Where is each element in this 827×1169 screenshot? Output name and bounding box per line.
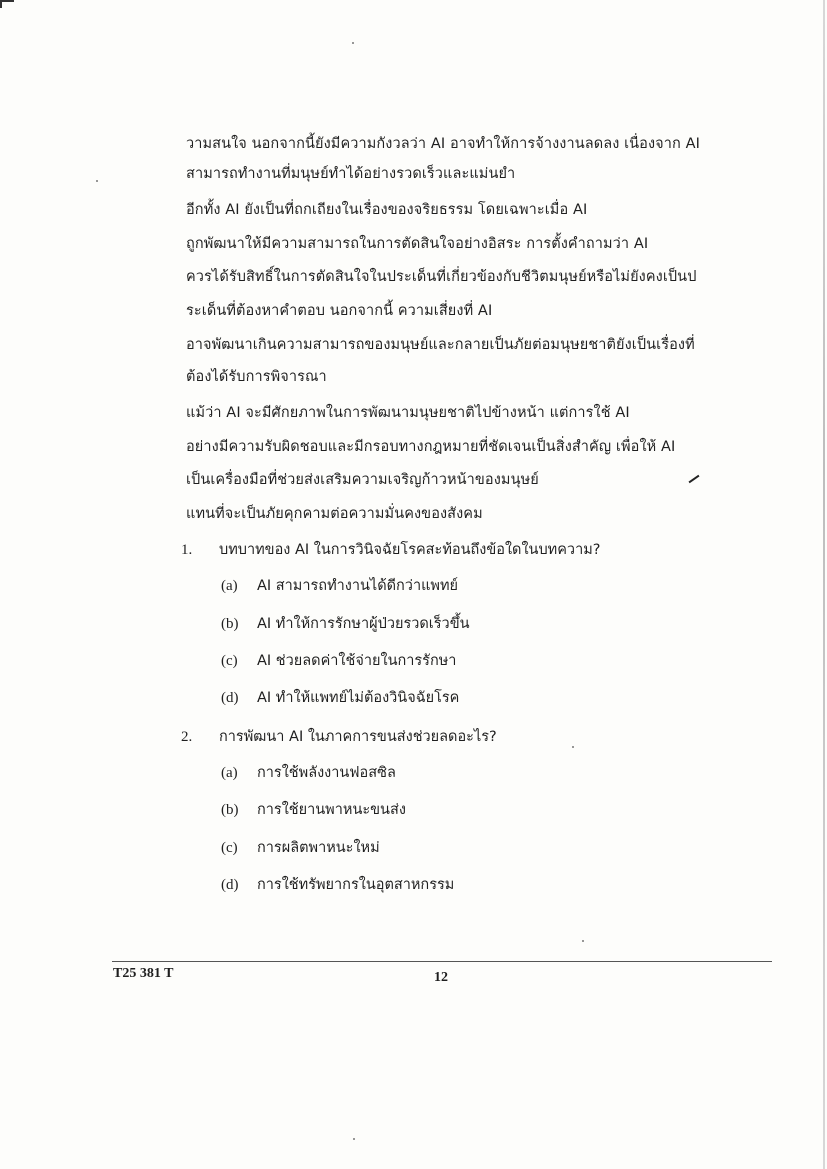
passage-line: สามารถทำงานที่มนุษย์ทำได้อย่างรวดเร็วและแม่นยำ <box>186 166 516 182</box>
option-letter: (c) <box>221 653 238 669</box>
question-number: 1. <box>181 542 193 558</box>
option-text: การผลิตพาหนะใหม่ <box>257 840 380 856</box>
option-text: AI สามารถทำงานได้ดีกว่าแพทย์ <box>257 578 459 594</box>
exam-code: T25 381 T <box>113 966 174 981</box>
scan-edge-shadow <box>823 0 825 1169</box>
option-text: AI ทำให้การรักษาผู้ป่วยรวดเร็วขึ้น <box>257 616 470 632</box>
option-letter: (a) <box>221 578 238 594</box>
passage-line: อย่างมีความรับผิดชอบและมีกรอบทางกฎหมายที่ชัดเจนเป็นสิ่งสำคัญ เพื่อให้ AI <box>186 439 676 455</box>
question-number: 2. <box>181 729 193 745</box>
option-letter: (a) <box>221 765 238 781</box>
option-letter: (d) <box>221 877 239 893</box>
scan-speck <box>572 746 574 748</box>
question-text: การพัฒนา AI ในภาคการขนส่งช่วยลดอะไร? <box>219 729 497 745</box>
option-text: การใช้ยานพาหนะขนส่ง <box>257 802 406 818</box>
option-letter: (d) <box>221 690 239 706</box>
answer-option[interactable] <box>221 615 470 633</box>
footer-divider <box>112 961 772 962</box>
passage-line: ระเด็นที่ต้องหาคำตอบ นอกจากนี้ ความเสี่ยงที่ AI <box>186 303 493 319</box>
answer-option[interactable] <box>221 689 459 707</box>
answer-option[interactable] <box>221 764 396 782</box>
scan-speck <box>353 1138 355 1140</box>
passage-line: แม้ว่า AI จะมีศักยภาพในการพัฒนามนุษยชาติไปข้างหน้า แต่การใช้ AI <box>186 405 630 421</box>
answer-option[interactable] <box>221 801 406 819</box>
passage-line: ต้องได้รับการพิจารณา <box>186 369 327 385</box>
option-text: AI ทำให้แพทย์ไม่ต้องวินิจฉัยโรค <box>257 690 460 706</box>
passage-line: วามสนใจ นอกจากนี้ยังมีความกังวลว่า AI อาจทำให้การจ้างงานลดลง เนื่องจาก AI <box>186 136 700 152</box>
scan-speck <box>352 42 354 44</box>
option-text: AI ช่วยลดค่าใช้จ่ายในการรักษา <box>257 653 457 669</box>
answer-option[interactable] <box>221 876 454 894</box>
scan-corner-mark <box>0 0 14 8</box>
answer-option[interactable] <box>221 652 456 670</box>
scan-speck <box>582 940 584 942</box>
pen-mark <box>689 475 700 484</box>
passage-line: เป็นเครื่องมือที่ช่วยส่งเสริมความเจริญก้าวหน้าของมนุษย์ <box>186 472 539 488</box>
answer-option[interactable] <box>221 577 458 595</box>
answer-option[interactable] <box>221 839 380 857</box>
passage-line: อีกทั้ง AI ยังเป็นที่ถกเถียงในเรื่องของจริยธรรม โดยเฉพาะเมื่อ AI <box>186 202 588 218</box>
passage-line: ควรได้รับสิทธิ์ในการตัดสินใจในประเด็นที่เกี่ยวข้องกับชีวิตมนุษย์หรือไม่ยังคงเป็นป <box>186 269 697 285</box>
page-number: 12 <box>434 970 448 985</box>
option-text: การใช้พลังงานฟอสซิล <box>257 765 396 781</box>
passage-line: แทนที่จะเป็นภัยคุกคามต่อความมั่นคงของสังคม <box>186 506 483 522</box>
question-text: บทบาทของ AI ในการวินิจฉัยโรคสะท้อนถึงข้อใดในบทความ? <box>219 542 601 558</box>
scan-speck <box>96 180 98 182</box>
passage-line: ถูกพัฒนาให้มีความสามารถในการตัดสินใจอย่างอิสระ การตั้งคำถามว่า AI <box>186 236 649 252</box>
option-letter: (b) <box>221 616 239 632</box>
option-text: การใช้ทรัพยากรในอุตสาหกรรม <box>257 877 455 893</box>
passage-line: อาจพัฒนาเกินความสามารถของมนุษย์และกลายเป็นภัยต่อมนุษยชาติยังเป็นเรื่องที่ <box>186 337 695 353</box>
option-letter: (b) <box>221 802 239 818</box>
option-letter: (c) <box>221 840 238 856</box>
